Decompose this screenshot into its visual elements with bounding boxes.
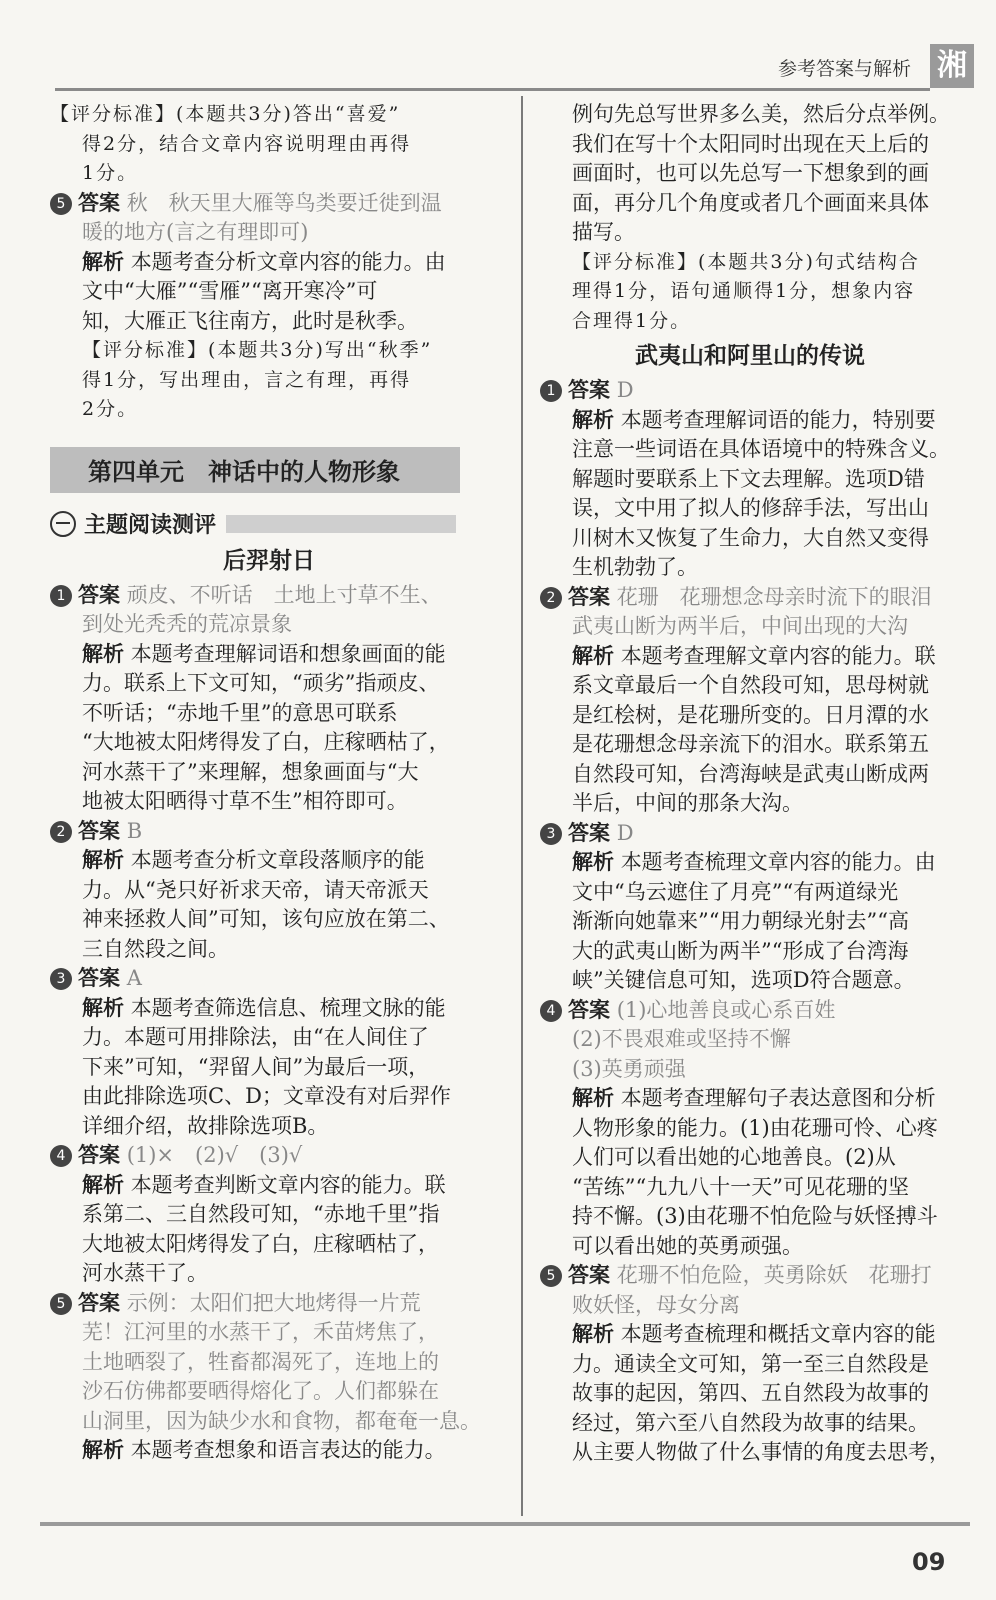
answer-label: 答案 bbox=[78, 1143, 120, 1167]
analysis-label: 解析 bbox=[82, 249, 124, 274]
left-column bbox=[50, 100, 488, 1466]
question-answer bbox=[50, 964, 488, 994]
answer-label: 答案 bbox=[78, 818, 120, 843]
analysis-text: 大的武夷山断为两半”“形成了台湾海 bbox=[572, 938, 909, 963]
question-number: 4 bbox=[540, 1000, 562, 1022]
question-answer bbox=[540, 1261, 960, 1291]
answer-text: (1)× (2)√ (3)√ bbox=[126, 1143, 303, 1167]
body-text: 例句先总写世界多么美，然后分点举例。 bbox=[572, 102, 950, 126]
analysis-text: 河水蒸干了。 bbox=[82, 1261, 208, 1285]
analysis-text: 不听话；“赤地千里”的意思可联系 bbox=[82, 700, 398, 725]
analysis bbox=[50, 1171, 488, 1201]
answer-text: 暖的地方(言之有理即可) bbox=[82, 220, 309, 244]
analysis-text: 持不懈。(3)由花珊不怕危险与妖怪搏斗 bbox=[572, 1204, 938, 1228]
analysis-text: 地被太阳晒得寸草不生”相符即可。 bbox=[82, 789, 408, 813]
question-answer bbox=[50, 1289, 488, 1319]
answer-label: 答案 bbox=[78, 190, 120, 215]
analysis-text: 本题考查梳理和概括文章内容的能 bbox=[620, 1322, 936, 1346]
question-number: 3 bbox=[50, 968, 72, 990]
answer-label: 答案 bbox=[568, 1263, 610, 1287]
answer-text: 秋 秋天里大雁等鸟类要迁徙到温 bbox=[126, 190, 442, 215]
analysis-text: 知，大雁正飞往南方，此时是秋季。 bbox=[82, 308, 418, 333]
analysis bbox=[50, 846, 488, 876]
body-text: 画面时，也可以先总写一下想象到的画 bbox=[572, 161, 929, 185]
analysis-text: 大地被太阳烤得发了白，庄稼晒枯了， bbox=[82, 1231, 439, 1256]
analysis-text: 从主要人物做了什么事情的角度去思考， bbox=[572, 1440, 950, 1464]
analysis-text: 经过，第六至八自然段为故事的结果。 bbox=[572, 1410, 929, 1435]
page-number: 09 bbox=[912, 1548, 946, 1576]
analysis-text: 可以看出她的英勇顽强。 bbox=[572, 1233, 803, 1258]
unit-title: 第四单元 神话中的人物形象 bbox=[50, 447, 460, 493]
analysis-text: 力。从“尧只好祈求天帝，请天帝派天 bbox=[82, 877, 429, 902]
question-number: 5 bbox=[50, 1293, 72, 1315]
analysis-text: 河水蒸干了”来理解，想象画面与“大 bbox=[82, 759, 419, 784]
analysis-text: 详细介绍，故排除选项B。 bbox=[82, 1113, 329, 1138]
analysis-text: 本题考查筛选信息、梳理文脉的能 bbox=[130, 995, 446, 1020]
answer-label: 答案 bbox=[78, 1290, 120, 1315]
question-answer bbox=[540, 583, 960, 613]
body-text: 描写。 bbox=[572, 220, 635, 244]
header-badge: 湘 bbox=[930, 44, 974, 88]
analysis-text: 系第二、三自然段可知，“赤地千里”指 bbox=[82, 1202, 440, 1226]
story-title: 后羿射日 bbox=[223, 547, 315, 574]
answer-label: 答案 bbox=[568, 378, 610, 402]
column-divider bbox=[521, 96, 523, 1516]
question-number: 2 bbox=[50, 821, 72, 843]
analysis-text: 是花珊想念母亲流下的泪水。联系第五 bbox=[572, 732, 929, 756]
analysis-label: 解析 bbox=[572, 643, 614, 668]
analysis-text: 本题考查理解文章内容的能力。联 bbox=[620, 643, 936, 668]
analysis bbox=[50, 994, 488, 1024]
analysis-text: 注意一些词语在具体语境中的特殊含义。 bbox=[572, 437, 950, 461]
analysis-text: 文中“大雁”“雪雁”“离开寒冷”可 bbox=[82, 279, 378, 303]
question-answer bbox=[540, 376, 960, 406]
analysis bbox=[540, 642, 960, 672]
question-number: 1 bbox=[540, 380, 562, 402]
analysis-text: 本题考查想象和语言表达的能力。 bbox=[130, 1438, 446, 1462]
question-number: 5 bbox=[540, 1265, 562, 1287]
answer-label: 答案 bbox=[78, 966, 120, 990]
scoring-standard: 【评分标准】(本题共3分)句式结构合 bbox=[572, 250, 920, 273]
analysis-label: 解析 bbox=[82, 1172, 124, 1197]
answer-text: 芜！江河里的水蒸干了，禾苗烤焦了， bbox=[82, 1320, 439, 1344]
answer-text: (3)英勇顽强 bbox=[572, 1056, 686, 1081]
header-title: 参考答案与解析 bbox=[778, 58, 912, 80]
answer-text: 沙石仿佛都要晒得熔化了。人们都躲在 bbox=[82, 1379, 439, 1403]
answer-text: 败妖怪，母女分离 bbox=[572, 1292, 740, 1317]
analysis-text: 本题考查理解词语的能力，特别要 bbox=[620, 407, 936, 432]
analysis bbox=[540, 1084, 960, 1114]
analysis-text: 本题考查判断文章内容的能力。联 bbox=[130, 1172, 446, 1197]
analysis-label: 解析 bbox=[82, 995, 124, 1020]
section-title: 主题阅读测评 bbox=[84, 513, 217, 538]
analysis-text: 力。本题可用排除法，由“在人间住了 bbox=[82, 1025, 429, 1049]
analysis bbox=[50, 1436, 488, 1466]
answer-text: A bbox=[126, 966, 142, 990]
question-number: 4 bbox=[50, 1145, 72, 1167]
question-number: 1 bbox=[50, 585, 72, 607]
analysis-text: 人物形象的能力。(1)由花珊可怜、心疼 bbox=[572, 1115, 938, 1140]
analysis-text: 解题时要联系上下文去理解。选项D错 bbox=[572, 466, 925, 491]
section-heading bbox=[50, 507, 488, 541]
analysis-label: 解析 bbox=[572, 1322, 614, 1346]
analysis-text: 本题考查理解句子表达意图和分析 bbox=[620, 1086, 936, 1110]
analysis-text: 渐渐向她靠来”“用力朝绿光射去”“高 bbox=[572, 909, 909, 933]
analysis-text: 故事的起因，第四、五自然段为故事的 bbox=[572, 1381, 929, 1405]
analysis-text: 由此排除选项C、D；文章没有对后羿作 bbox=[82, 1084, 451, 1108]
section-bar bbox=[226, 515, 456, 533]
analysis bbox=[50, 640, 488, 670]
analysis-text: 自然段可知，台湾海峡是武夷山断成两 bbox=[572, 761, 929, 786]
answer-text: B bbox=[126, 818, 143, 843]
analysis-text: “大地被太阳烤得发了白，庄稼晒枯了， bbox=[82, 730, 450, 754]
answer-label: 答案 bbox=[78, 582, 120, 607]
footer-rule bbox=[40, 1522, 970, 1526]
question-answer bbox=[50, 817, 488, 847]
analysis-label: 解析 bbox=[572, 1086, 614, 1110]
scoring-standard: 2分。 bbox=[82, 398, 139, 420]
analysis-text: 三自然段之间。 bbox=[82, 936, 229, 961]
scoring-standard: 理得1分，语句通顺得1分，想象内容 bbox=[572, 280, 916, 302]
answer-text: 示例：太阳们把大地烤得一片荒 bbox=[126, 1290, 421, 1315]
scoring-standard: 1分。 bbox=[82, 162, 139, 184]
answer-text: 山洞里，因为缺少水和食物，都奄奄一息。 bbox=[82, 1408, 481, 1433]
question-number: 3 bbox=[540, 823, 562, 845]
analysis-text: 下来”可知，“羿留人间”为最后一项， bbox=[82, 1054, 430, 1079]
question-answer bbox=[540, 996, 960, 1026]
analysis-text: 神来拯救人间”可知，该句应放在第二、 bbox=[82, 907, 450, 931]
analysis-text: 峡”关键信息可知，选项D符合题意。 bbox=[572, 968, 915, 992]
analysis-text: 本题考查分析文章段落顺序的能 bbox=[130, 848, 425, 872]
question-number: 5 bbox=[50, 193, 72, 215]
analysis-text: 误，文中用了拟人的修辞手法，写出山 bbox=[572, 496, 929, 520]
answer-text: 花珊 花珊想念母亲时流下的眼泪 bbox=[616, 584, 932, 609]
header-rule bbox=[55, 88, 930, 91]
analysis-text: 川树木又恢复了生命力，大自然又变得 bbox=[572, 525, 929, 550]
analysis-text: 文中“乌云遮住了月亮”“有两道绿光 bbox=[572, 879, 899, 904]
answer-text: 土地晒裂了，牲畜都渴死了，连地上的 bbox=[82, 1349, 439, 1374]
analysis-text: 人们可以看出她的心地善良。(2)从 bbox=[572, 1145, 896, 1169]
analysis-text: 生机勃勃了。 bbox=[572, 555, 698, 579]
analysis bbox=[540, 848, 960, 878]
analysis-text: 力。通读全文可知，第一至三自然段是 bbox=[572, 1351, 929, 1376]
question-answer bbox=[540, 819, 960, 849]
analysis-text: 半后，中间的那条大沟。 bbox=[572, 791, 803, 815]
analysis-text: 本题考查分析文章内容的能力。由 bbox=[130, 249, 446, 274]
page-header bbox=[0, 0, 996, 95]
analysis-label: 解析 bbox=[82, 1438, 124, 1462]
question-number: 2 bbox=[540, 587, 562, 609]
analysis-label: 解析 bbox=[82, 848, 124, 872]
answer-label: 答案 bbox=[568, 820, 610, 845]
answer-text: (1)心地善良或心系百姓 bbox=[616, 997, 836, 1022]
analysis-text: 是红桧树，是花珊所变的。日月潭的水 bbox=[572, 702, 929, 727]
story-title: 武夷山和阿里山的传说 bbox=[635, 343, 865, 369]
scoring-standard: 【评分标准】(本题共3分)写出“秋季” bbox=[82, 339, 433, 361]
answer-label: 答案 bbox=[568, 997, 610, 1022]
answer-text: D bbox=[616, 820, 634, 845]
answer-text: 到处光秃秃的荒凉景象 bbox=[82, 612, 292, 636]
answer-label: 答案 bbox=[568, 584, 610, 609]
analysis-text: 力。联系上下文可知，“顽劣”指顽皮、 bbox=[82, 671, 440, 695]
scoring-standard: 合理得1分。 bbox=[572, 309, 692, 332]
analysis-label: 解析 bbox=[572, 407, 614, 432]
body-text: 面，再分几个角度或者几个画面来具体 bbox=[572, 190, 929, 215]
analysis bbox=[50, 248, 488, 278]
scoring-standard: 得1分，写出理由，言之有理，再得 bbox=[82, 368, 412, 391]
answer-text: D bbox=[616, 378, 634, 402]
analysis-text: 本题考查梳理文章内容的能力。由 bbox=[620, 850, 936, 874]
right-column bbox=[540, 100, 960, 1468]
reading-icon bbox=[50, 511, 76, 537]
scoring-standard: 得2分，结合文章内容说明理由再得 bbox=[82, 132, 412, 155]
answer-text: (2)不畏艰难或坚持不懈 bbox=[572, 1027, 791, 1051]
question-answer bbox=[50, 1141, 488, 1171]
analysis-text: 系文章最后一个自然段可知，思母树就 bbox=[572, 673, 929, 697]
question-answer bbox=[50, 581, 488, 611]
answer-text: 顽皮、不听话 土地上寸草不生、 bbox=[126, 582, 442, 607]
body-text: 我们在写十个太阳同时出现在天上后的 bbox=[572, 131, 929, 156]
analysis-label: 解析 bbox=[572, 850, 614, 874]
analysis-text: “苦练”“九九八十一天”可见花珊的坚 bbox=[572, 1174, 909, 1199]
scoring-standard: 【评分标准】(本题共3分)答出“喜爱” bbox=[50, 103, 401, 125]
analysis bbox=[540, 1320, 960, 1350]
analysis-text: 本题考查理解词语和想象画面的能 bbox=[130, 641, 446, 666]
question-answer bbox=[50, 189, 488, 219]
analysis-label: 解析 bbox=[82, 641, 124, 666]
answer-text: 武夷山断为两半后，中间出现的大沟 bbox=[572, 614, 908, 638]
answer-text: 花珊不怕危险，英勇除妖 花珊打 bbox=[616, 1263, 932, 1287]
analysis bbox=[540, 406, 960, 436]
